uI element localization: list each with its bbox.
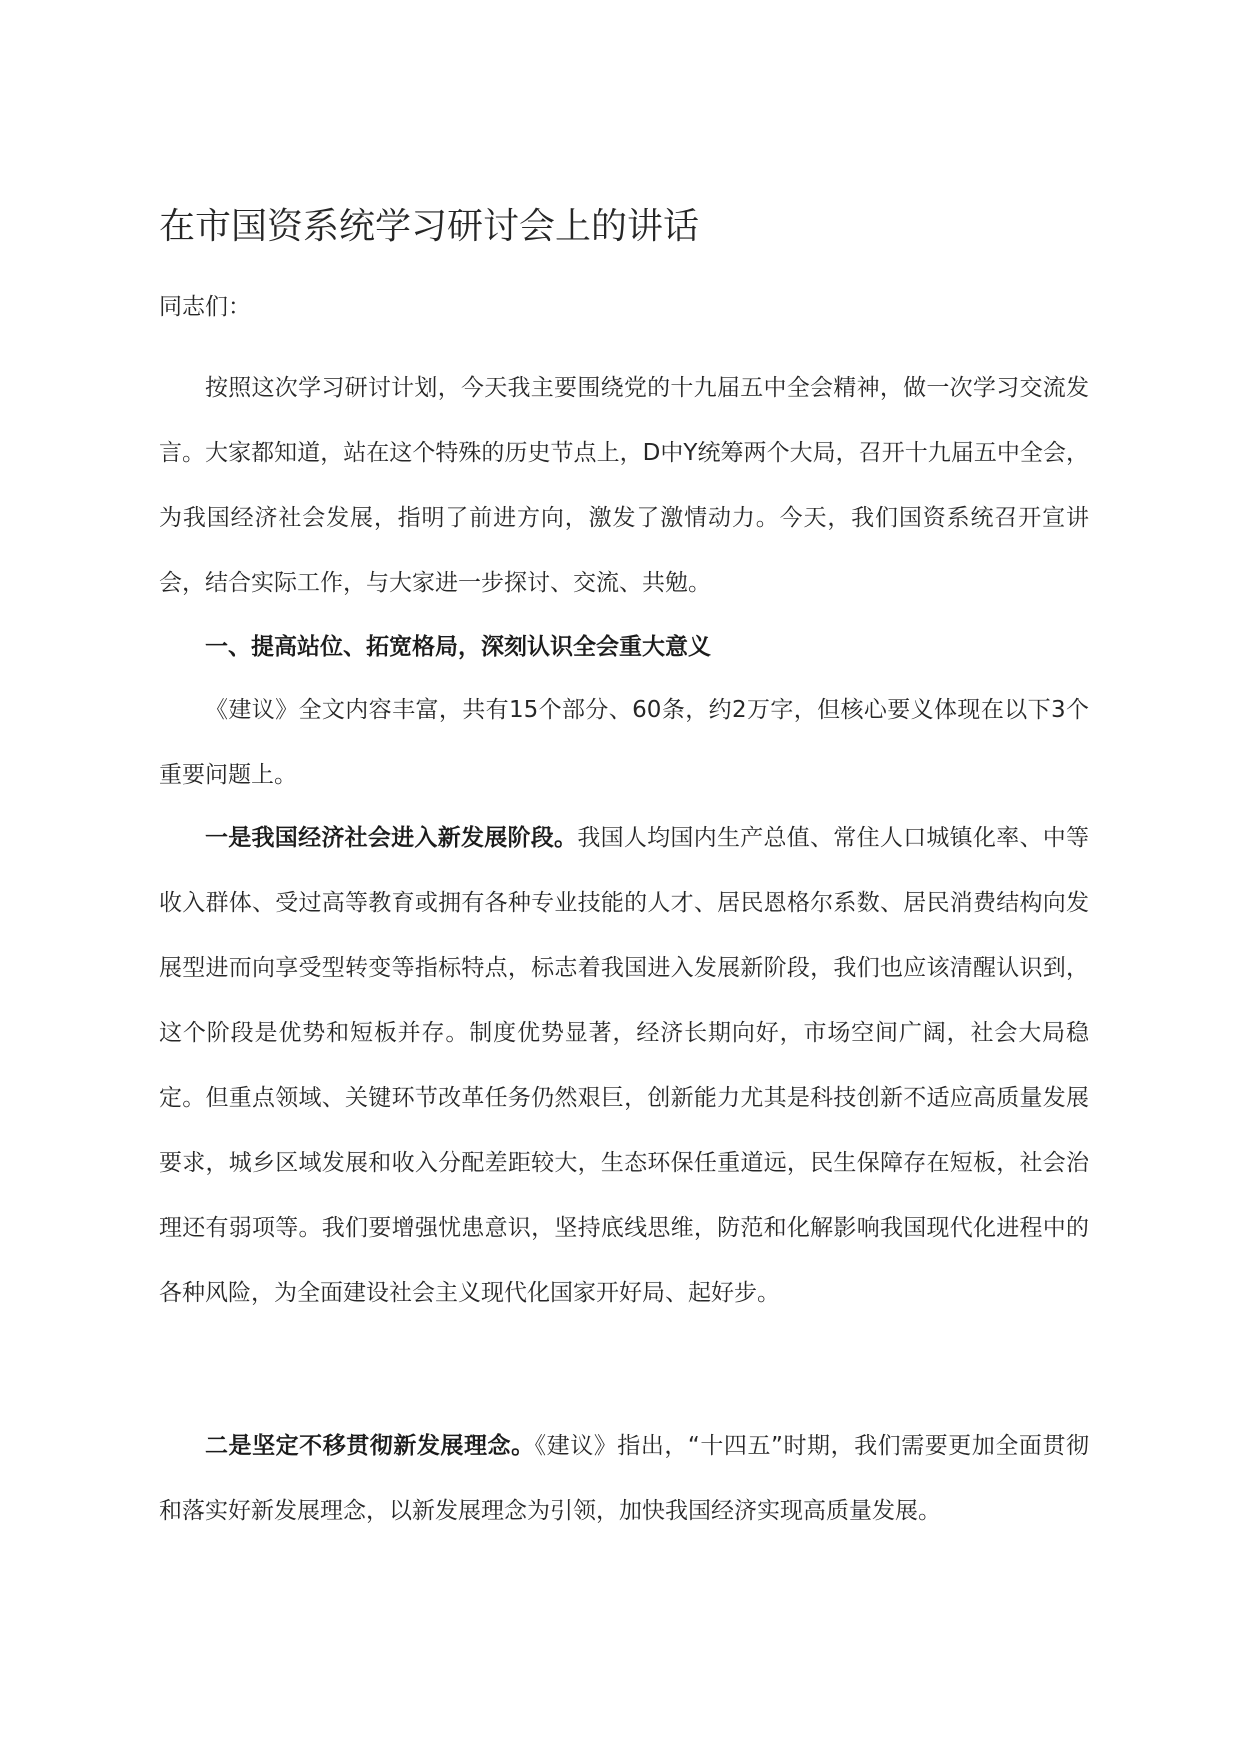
paragraph-intro: 按照这次学习研讨计划，今天我主要围绕党的十九届五中全会精神，做一次学习交流发言。大家都知道，站在这个特殊的历史节点上，D中Y统筹两个大局，召开十九届五中全会，为我国经济社会发展，指明了前进方向，激发了激情动力。今天，我们国资系统召开宣讲会，结合实际工作，与大家进一步探讨、交流、共勉。 — [159, 375, 1089, 596]
point-1-lead: 一是我国经济社会进入新发展阶段。 — [205, 825, 578, 851]
document-title: 在市国资系统学习研讨会上的讲话 — [159, 206, 700, 247]
point-paragraph-1 — [159, 806, 1089, 1326]
point-1-body: 我国人均国内生产总值、常住人口城镇化率、中等收入群体、受过高等教育或拥有各种专业技能的人才、居民恩格尔系数、居民消费结构向发展型进而向享受型转变等指标特点，标志着我国进入发展新阶段，我们也应该清醒认识到，这个阶段是优势和短板并存。制度优势显著，经济长期向好，市场空间广阔，社会大局稳定。但重点领域、关键环节改革任务仍然艰巨，创新能力尤其是科技创新不适应高质量发展要求，城乡区域发展和收入分配差距较大，生态环保任重道远，民生保障存在短板，社会治理还有弱项等。我们要增强忧患意识，坚持底线思维，防范和化解影响我国现代化进程中的各种风险，为全面建设社会主义现代化国家开好局、起好步。 — [159, 825, 1090, 1306]
point-paragraph-2 — [159, 1414, 1089, 1544]
salutation: 同志们： — [159, 294, 251, 320]
point-2-lead: 二是坚定不移贯彻新发展理念。 — [205, 1433, 535, 1459]
paragraph-summary: 《建议》全文内容丰富，共有15个部分、60条，约2万字，但核心要义体现在以下3个重要问题上。 — [159, 697, 1089, 788]
section-heading: 一、提高站位、拓宽格局，深刻认识全会重大意义 — [205, 634, 711, 660]
point-2-body: 《建议》指出，“十四五”时期，我们需要更加全面贯彻和落实好新发展理念，以新发展理念为引领，加快我国经济实现高质量发展。 — [159, 1433, 1090, 1524]
